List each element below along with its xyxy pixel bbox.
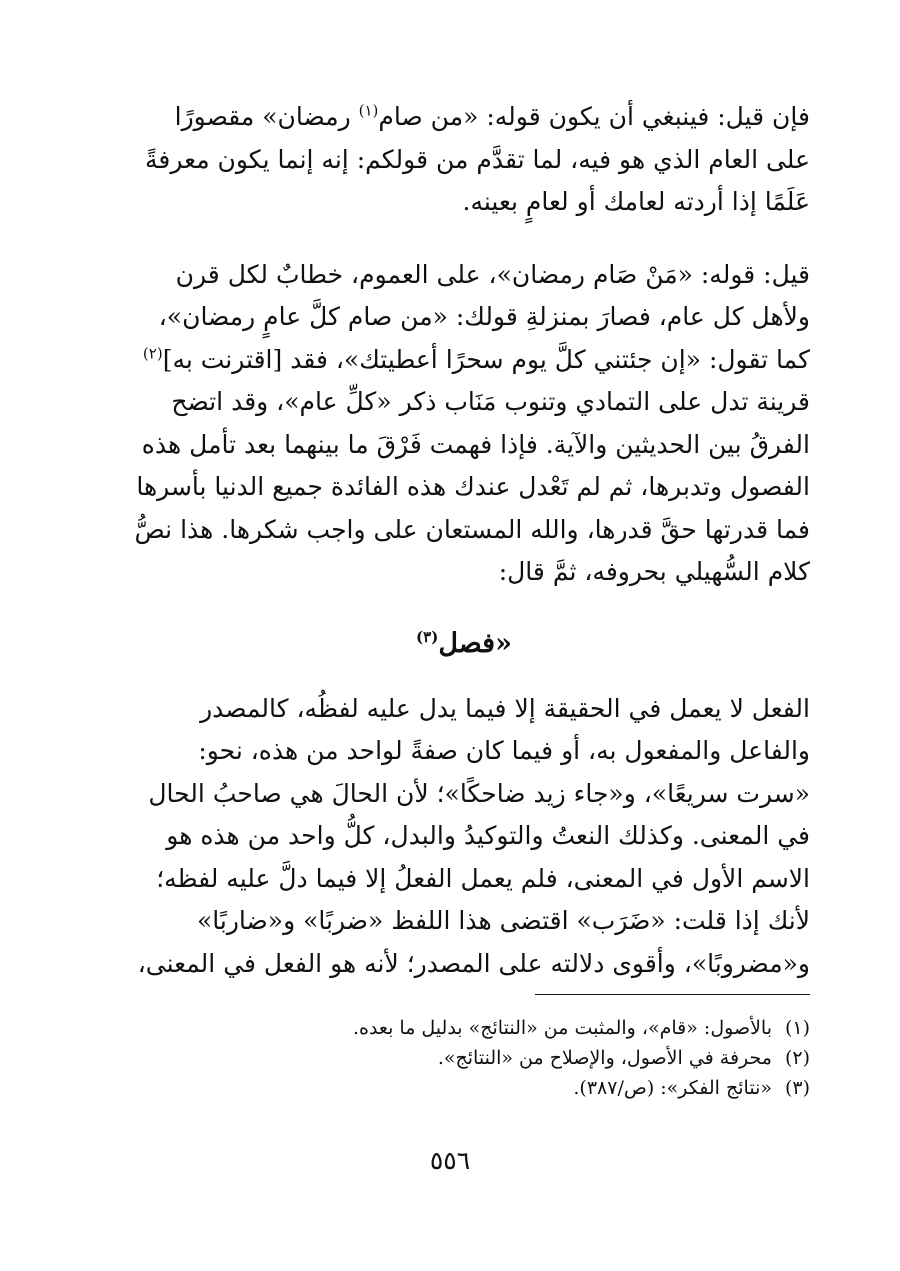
paragraph-2-line-5: الفرقُ بين الحديثين والآية. فإذا فهمت فَرْقَ ما بينهما بعد تأمل هذه — [141, 429, 810, 459]
footnote-number: (٣) — [784, 1077, 810, 1099]
paragraph-2-line-4: قرينة تدل على التمادي وتنوب مَنَاب ذكر «كلِّ عام»، وقد اتضح — [171, 387, 810, 416]
paragraph-2-line-3: كما تقول: «إن جئتني كلَّ يوم سحرًا أعطيتك»، فقد [اقترنت به]$^{(٢)}$ — [142, 344, 810, 374]
footnote-3 — [118, 1073, 810, 1103]
footnote-text: «نتائج الفكر»: (ص/٣٨٧). — [573, 1077, 772, 1099]
footnote-divider — [535, 994, 810, 995]
footnote-text: محرفة في الأصول، والإصلاح من «النتائج». — [437, 1047, 772, 1069]
paragraph-3-line-5: الاسم الأول في المعنى، فلم يعمل الفعلُ إلا فيما دلَّ عليه لفظه؛ — [156, 863, 810, 893]
footnote-text: بالأصول: «قام»، والمثبت من «النتائج» بدليل ما بعده. — [352, 1017, 772, 1039]
paragraph-1-line-2: على العام الذي هو فيه، لما تقدَّم من قولكم: إنه إنما يكون معرفةً — [144, 144, 810, 174]
paragraph-2 — [118, 254, 810, 594]
paragraph-2-line-7: فما قدرتها حقَّ قدرها، والله المستعان على واجب شكرها. هذا نصُّ — [134, 514, 810, 544]
footnote-ref-3[interactable]: (٣) — [416, 627, 439, 646]
paragraph-3-line-6: لأنك إذا قلت: «ضَرَب» اقتضى هذا اللفظ «ضربًا» و«ضاربًا» — [196, 906, 810, 935]
paragraph-1-line-3: عَلَمًا إذا أردته لعامك أو لعامٍ بعينه. — [462, 187, 810, 216]
footnote-number: (١) — [784, 1017, 810, 1039]
paragraph-3-line-1: الفعل لا يعمل في الحقيقة إلا فيما يدل عليه لفظُه، كالمصدر — [200, 693, 810, 723]
paragraph-3-line-7: و«مضروبًا»، وأقوى دلالته على المصدر؛ لأنه هو الفعل في المعنى، — [137, 948, 810, 978]
page-body — [118, 92, 810, 985]
footnotes — [118, 1013, 810, 1103]
paragraph-2-line-8: كلام السُّهيلي بحروفه، ثمَّ قال: — [498, 557, 810, 586]
paragraph-3-line-3: «سرت سريعًا»، و«جاء زيد ضاحكًا»؛ لأن الحالَ هي صاحبُ الحال — [148, 778, 810, 808]
footnote-ref-2[interactable]: (٢) — [142, 344, 163, 363]
page-number: ٥٥٦ — [429, 1146, 471, 1175]
section-heading: «فصل$^{(٣)}$ — [416, 627, 512, 659]
paragraph-2-line-1: قيل: قوله: «مَنْ صَام رمضان»، على العموم، خطابٌ لكل قرن — [175, 259, 810, 289]
paragraph-1 — [118, 96, 810, 224]
footnote-1 — [118, 1013, 810, 1043]
paragraph-2-line-6: الفصول وتدبرها، ثم لم تَعْدل عندك هذه الفائدة جميع الدنيا بأسرها — [136, 472, 810, 501]
footnote-ref-1[interactable]: (١) — [358, 101, 379, 120]
paragraph-3-line-2: والفاعل والمفعول به، أو فيما كان صفةً لواحد من هذه، نحو: — [198, 736, 810, 765]
paragraph-3 — [118, 688, 810, 986]
paragraph-2-line-2: ولأهل كل عام، فصارَ بمنزلةِ قولك: «من صام كلَّ عامٍ رمضان»، — [158, 302, 810, 331]
footnote-2 — [118, 1043, 810, 1073]
footnote-number: (٢) — [784, 1047, 810, 1069]
paragraph-1-line-1: فإن قيل: فينبغي أن يكون قوله: «من صام$^{(١)}$ رمضان» مقصورًا — [174, 101, 810, 131]
paragraph-3-line-4: في المعنى. وكذلك النعتُ والتوكيدُ والبدل، كلُّ واحد من هذه هو — [166, 821, 810, 850]
